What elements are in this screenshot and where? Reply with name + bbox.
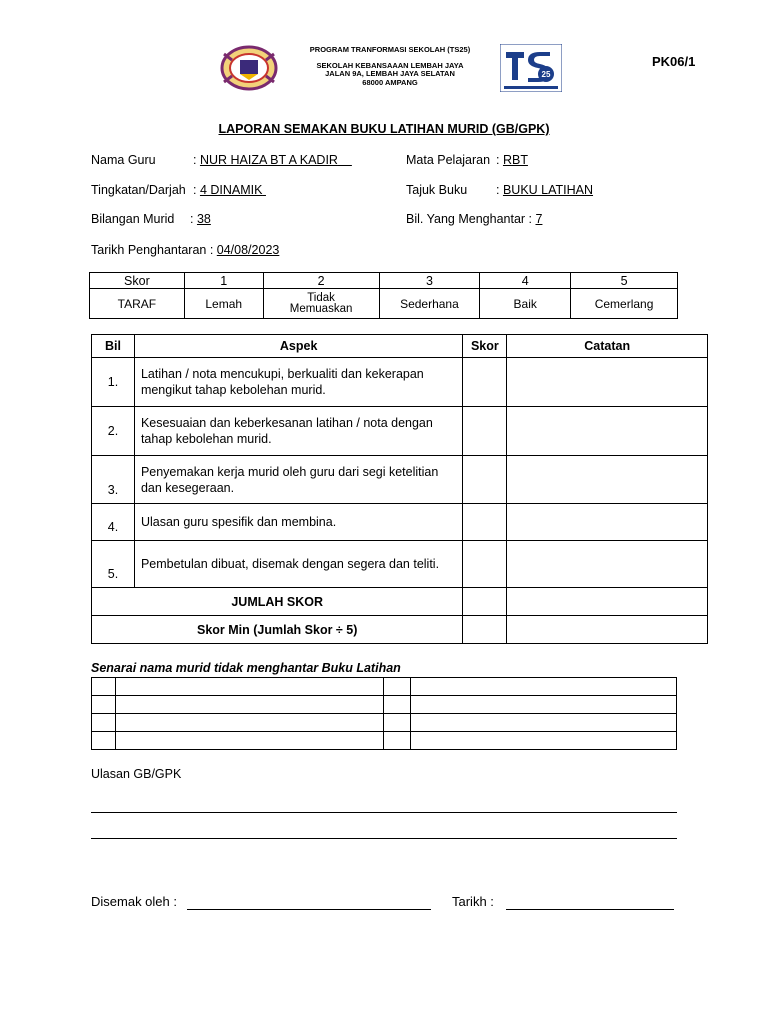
table-row	[92, 504, 708, 541]
row-bil: 4.	[92, 504, 135, 541]
taraf-table	[89, 272, 678, 319]
table-row	[92, 358, 708, 407]
school-name: SEKOLAH KEBANSAAAN LEMBAH JAYA	[316, 60, 464, 70]
score-cell: 3	[379, 273, 480, 289]
tingkatan-label: Tingkatan/Darjah	[91, 183, 186, 197]
disemak-label: Disemak oleh :	[91, 894, 177, 909]
row-bil: 1.	[92, 358, 135, 407]
table-row	[92, 407, 708, 456]
program-name: PROGRAM TRANFORMASI SEKOLAH (TS25)	[309, 45, 471, 54]
tajuk-buku-value: BUKU LATIHAN	[502, 183, 594, 197]
school-postcode: 68000 AMPANG	[362, 77, 418, 87]
row-bil: 3.	[92, 456, 135, 504]
row-catatan-input[interactable]	[507, 407, 708, 456]
tarikh-value: 04/08/2023	[216, 243, 280, 257]
header-catatan: Catatan	[507, 335, 708, 358]
tajuk-buku-label: Tajuk Buku	[406, 183, 468, 197]
bil-menghantar-value: 7	[535, 212, 543, 226]
score-cell: 4	[480, 273, 571, 289]
skor-label: Skor	[90, 273, 185, 289]
logo-25-text: 25	[541, 70, 551, 79]
table-row	[92, 541, 708, 588]
senarai-cell[interactable]	[411, 732, 677, 750]
senarai-cell[interactable]	[384, 678, 411, 696]
senarai-row	[92, 714, 677, 732]
tarikh-label: Tarikh Penghantaran	[91, 243, 207, 257]
bil-menghantar-field: Bil. Yang Menghantar : 7	[406, 212, 543, 226]
row-skor-input[interactable]	[463, 541, 507, 588]
senarai-cell[interactable]	[92, 714, 116, 732]
row-skor-input[interactable]	[463, 504, 507, 541]
level-cell: Lemah	[184, 289, 263, 319]
jumlah-skor-input[interactable]	[463, 588, 507, 616]
tarikh-penghantaran-field: Tarikh Penghantaran : 04/08/2023	[91, 243, 280, 257]
nama-guru-label: Nama Guru	[91, 153, 156, 167]
header-aspek: Aspek	[134, 335, 462, 358]
header-skor: Skor	[463, 335, 507, 358]
skor-min-input[interactable]	[463, 616, 507, 644]
senarai-cell[interactable]	[115, 696, 384, 714]
level-cell: Cemerlang	[571, 289, 678, 319]
senarai-cell[interactable]	[115, 714, 384, 732]
bil-menghantar-label: Bil. Yang Menghantar	[406, 212, 526, 226]
jumlah-catatan-input[interactable]	[507, 588, 708, 616]
row-catatan-input[interactable]	[507, 504, 708, 541]
row-aspek: Ulasan guru spesifik dan membina.	[134, 504, 462, 541]
row-bil: 5.	[92, 541, 135, 588]
senarai-cell[interactable]	[92, 696, 116, 714]
senarai-cell[interactable]	[115, 732, 384, 750]
senarai-row	[92, 732, 677, 750]
senarai-cell[interactable]	[411, 678, 677, 696]
senarai-cell[interactable]	[384, 714, 411, 732]
ulasan-line[interactable]	[91, 812, 677, 813]
skor-min-label: Skor Min (Jumlah Skor ÷ 5)	[92, 616, 463, 644]
row-aspek: Latihan / nota mencukupi, berkualiti dan kekerapan mengikut tahap kebolehan murid.	[134, 358, 462, 407]
senarai-row	[92, 696, 677, 714]
school-street: JALAN 9A, LEMBAH JAYA SELATAN	[325, 69, 455, 78]
skor-min-catatan-input[interactable]	[507, 616, 708, 644]
page-title: LAPORAN SEMAKAN BUKU LATIHAN MURID (GB/GPK)	[218, 122, 550, 136]
table-row	[92, 456, 708, 504]
ulasan-line[interactable]	[91, 838, 677, 839]
row-aspek: Pembetulan dibuat, disemak dengan segera dan teliti.	[134, 541, 462, 588]
row-catatan-input[interactable]	[507, 456, 708, 504]
senarai-cell[interactable]	[411, 696, 677, 714]
header-bil: Bil	[92, 335, 135, 358]
senarai-cell[interactable]	[411, 714, 677, 732]
senarai-cell[interactable]	[92, 678, 116, 696]
senarai-table	[91, 677, 677, 750]
row-aspek: Kesesuaian dan keberkesanan latihan / nota dengan tahap kebolehan murid.	[134, 407, 462, 456]
senarai-cell[interactable]	[92, 732, 116, 750]
row-skor-input[interactable]	[463, 358, 507, 407]
level-text: Tidak Memuaskan	[289, 291, 353, 315]
tarikh-signature-line[interactable]	[506, 909, 674, 910]
score-cell: 1	[184, 273, 263, 289]
skor-min-row	[92, 616, 708, 644]
jumlah-skor-row	[92, 588, 708, 616]
senarai-title: Senarai nama murid tidak menghantar Buku Latihan	[91, 661, 401, 675]
row-bil: 2.	[92, 407, 135, 456]
nama-guru-value: NUR HAIZA BT A KADIR	[199, 153, 338, 167]
ulasan-label: Ulasan GB/GPK	[91, 767, 182, 781]
aspek-table	[91, 334, 708, 644]
bilangan-murid-value: 38	[196, 212, 211, 226]
row-skor-input[interactable]	[463, 456, 507, 504]
level-cell	[263, 289, 379, 319]
score-cell: 2	[263, 273, 379, 289]
aspek-header-row	[92, 335, 708, 358]
mata-pelajaran-value: RBT	[502, 153, 528, 167]
tarikh-footer-label: Tarikh :	[452, 894, 494, 909]
jumlah-skor-label: JUMLAH SKOR	[92, 588, 463, 616]
ts25-logo	[500, 44, 562, 92]
taraf-label: TARAF	[90, 289, 185, 319]
form-code: PK06/1	[652, 54, 696, 69]
taraf-level-row	[90, 289, 678, 319]
level-cell: Baik	[480, 289, 571, 319]
school-address-block	[285, 46, 495, 87]
bilangan-murid-field: : 38	[190, 212, 211, 226]
senarai-row	[92, 678, 677, 696]
tingkatan-value: 4 DINAMIK	[199, 183, 263, 197]
row-skor-input[interactable]	[463, 407, 507, 456]
disemak-signature-line[interactable]	[187, 909, 431, 910]
tajuk-buku-field: : BUKU LATIHAN	[496, 183, 594, 197]
senarai-cell[interactable]	[384, 696, 411, 714]
score-cell: 5	[571, 273, 678, 289]
tingkatan-field: : 4 DINAMIK	[193, 183, 263, 197]
level-cell: Sederhana	[379, 289, 480, 319]
nama-guru-field: : NUR HAIZA BT A KADIR	[193, 153, 338, 167]
school-crest-logo	[218, 44, 280, 92]
senarai-cell[interactable]	[115, 678, 384, 696]
bilangan-murid-label: Bilangan Murid	[91, 212, 175, 226]
taraf-skor-row	[90, 273, 678, 289]
row-catatan-input[interactable]	[507, 541, 708, 588]
mata-pelajaran-field: : RBT	[496, 153, 528, 167]
row-catatan-input[interactable]	[507, 358, 708, 407]
mata-pelajaran-label: Mata Pelajaran	[406, 153, 491, 167]
senarai-cell[interactable]	[384, 732, 411, 750]
row-aspek: Penyemakan kerja murid oleh guru dari segi ketelitian dan kesegeraan.	[134, 456, 462, 504]
